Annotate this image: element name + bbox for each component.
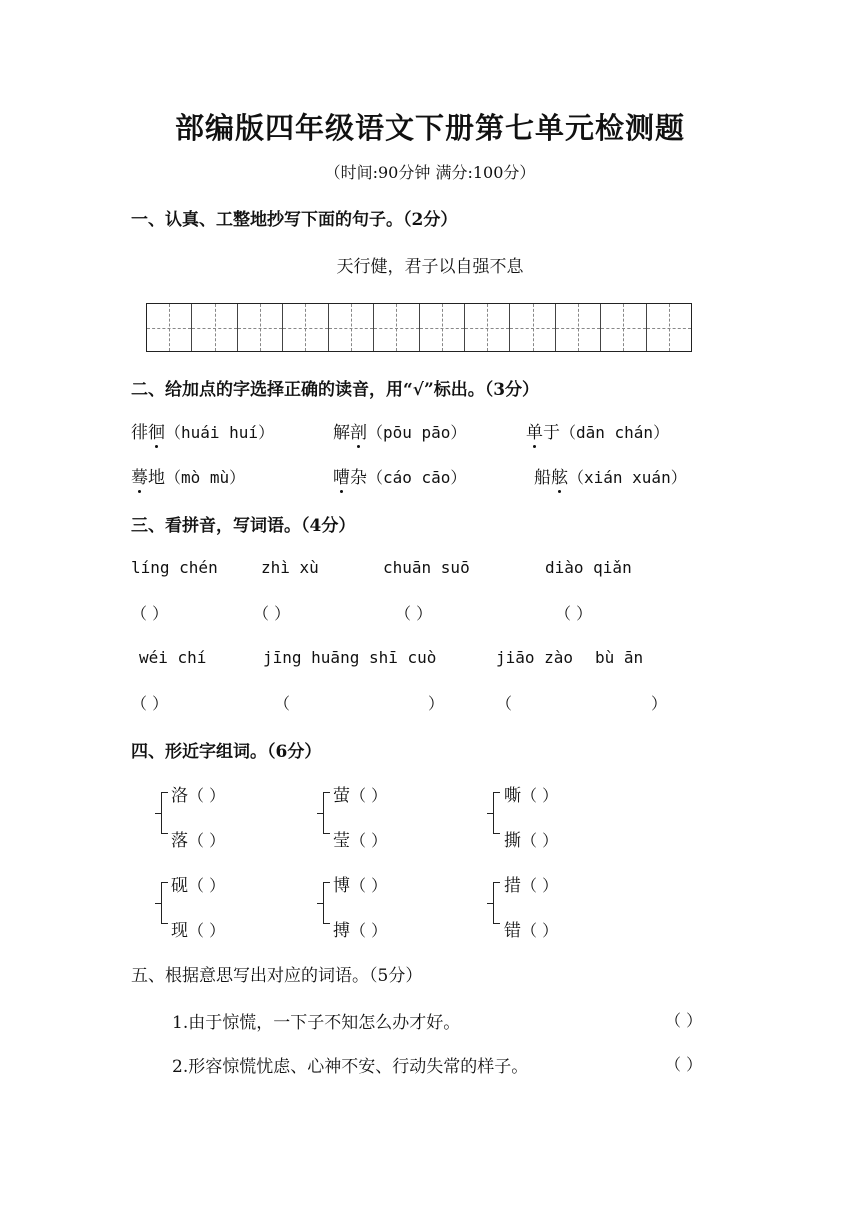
brace-icon <box>493 792 504 834</box>
definition-item: 2.形容惊慌忧虑、心神不安、行动失常的样子。 <box>172 1057 529 1077</box>
dotted-char: 蓦 <box>131 468 148 488</box>
pinyin-options[interactable]: （huái huí） <box>165 423 275 442</box>
pronunciation-item: 船舷（xián xuán） <box>534 468 687 488</box>
char-pair-item: 莹（ ） <box>333 831 388 851</box>
section-3-heading: 三、看拼音，写词语。（4分） <box>131 516 356 536</box>
char-pair-item: 现（ ） <box>171 921 226 941</box>
answer-blank[interactable]: （ ） <box>350 921 388 940</box>
pinyin-prompt: jīng huāng shī cuò <box>263 648 437 667</box>
pinyin-prompt: wéi chí <box>139 648 207 667</box>
pronunciation-item: 解剖（pōu pāo） <box>333 423 467 443</box>
dotted-char: 单 <box>526 423 543 443</box>
pinyin-prompt: bù ān <box>595 648 644 667</box>
char-pair-item: 错（ ） <box>504 921 559 941</box>
answer-blank[interactable]: （ ） <box>521 786 559 805</box>
pinyin-prompt: chuān suō <box>383 558 470 577</box>
section-2-heading: 二、给加点的字选择正确的读音，用“√”标出。（3分） <box>131 380 540 400</box>
section-1-heading: 一、认真、工整地抄写下面的句子。（2分） <box>131 210 458 230</box>
pinyin-prompt: zhì xù <box>261 558 319 577</box>
answer-blank-long-right: ） <box>428 694 445 713</box>
answer-blank-long-right: ） <box>651 694 668 713</box>
section-5-heading: 五、根据意思写出对应的词语。（5分） <box>131 966 423 986</box>
pinyin-options[interactable]: （pōu pāo） <box>367 423 467 442</box>
char-pair-item: 砚（ ） <box>171 876 226 896</box>
pinyin-prompt: líng chén <box>131 558 218 577</box>
answer-blank[interactable]: （ ） <box>521 831 559 850</box>
answer-blank[interactable]: （ ） <box>665 1011 703 1030</box>
char-pair-item: 措（ ） <box>504 876 559 896</box>
answer-blank[interactable]: （ ） <box>131 694 169 713</box>
dotted-char: 徊 <box>148 423 165 443</box>
pinyin-prompt: jiāo zào <box>496 648 574 667</box>
pronunciation-item: 嘈杂（cáo cāo） <box>333 468 467 488</box>
answer-blank[interactable]: （ ） <box>131 604 169 623</box>
pinyin-options[interactable]: （dān chán） <box>560 423 670 442</box>
char-pair-item: 洛（ ） <box>171 786 226 806</box>
char-pair-item: 撕（ ） <box>504 831 559 851</box>
copy-sentence: 天行健，君子以自强不息 <box>336 257 524 277</box>
pronunciation-item: 徘徊（huái huí） <box>131 423 275 443</box>
pinyin-options[interactable]: （cáo cāo） <box>367 468 467 487</box>
pronunciation-item: 蓦地（mò mù） <box>131 468 246 488</box>
brace-icon <box>493 882 504 924</box>
page-title: 部编版四年级语文下册第七单元检测题 <box>174 111 685 145</box>
section-4-heading: 四、形近字组词。（6分） <box>131 742 322 762</box>
definition-item: 1.由于惊慌，一下子不知怎么办才好。 <box>172 1013 461 1033</box>
dotted-char: 舷 <box>551 468 568 488</box>
answer-blank[interactable]: （ ） <box>188 831 226 850</box>
answer-blank[interactable]: （ ） <box>521 876 559 895</box>
char-pair-item: 落（ ） <box>171 831 226 851</box>
char-pair-item: 搏（ ） <box>333 921 388 941</box>
writing-grid[interactable] <box>146 303 692 352</box>
char-pair-item: 萤（ ） <box>333 786 388 806</box>
answer-blank[interactable]: （ ） <box>188 921 226 940</box>
answer-blank[interactable]: （ ） <box>350 876 388 895</box>
answer-blank-long-left[interactable]: （ <box>496 694 513 713</box>
answer-blank-long-left[interactable]: （ <box>274 694 291 713</box>
pinyin-prompt: diào qiǎn <box>545 558 632 577</box>
char-pair-item: 嘶（ ） <box>504 786 559 806</box>
pronunciation-item: 单于（dān chán） <box>526 423 670 443</box>
answer-blank[interactable]: （ ） <box>555 604 593 623</box>
answer-blank[interactable]: （ ） <box>188 786 226 805</box>
answer-blank[interactable]: （ ） <box>188 876 226 895</box>
exam-info: （时间:90分钟 满分:100分） <box>324 163 536 182</box>
answer-blank[interactable]: （ ） <box>521 921 559 940</box>
dotted-char: 剖 <box>350 423 367 443</box>
char-pair-item: 博（ ） <box>333 876 388 896</box>
pinyin-options[interactable]: （xián xuán） <box>568 468 687 487</box>
answer-blank[interactable]: （ ） <box>350 786 388 805</box>
answer-blank[interactable]: （ ） <box>253 604 291 623</box>
pinyin-options[interactable]: （mò mù） <box>165 468 246 487</box>
dotted-char: 嘈 <box>333 468 350 488</box>
answer-blank[interactable]: （ ） <box>665 1055 703 1074</box>
answer-blank[interactable]: （ ） <box>395 604 433 623</box>
answer-blank[interactable]: （ ） <box>350 831 388 850</box>
